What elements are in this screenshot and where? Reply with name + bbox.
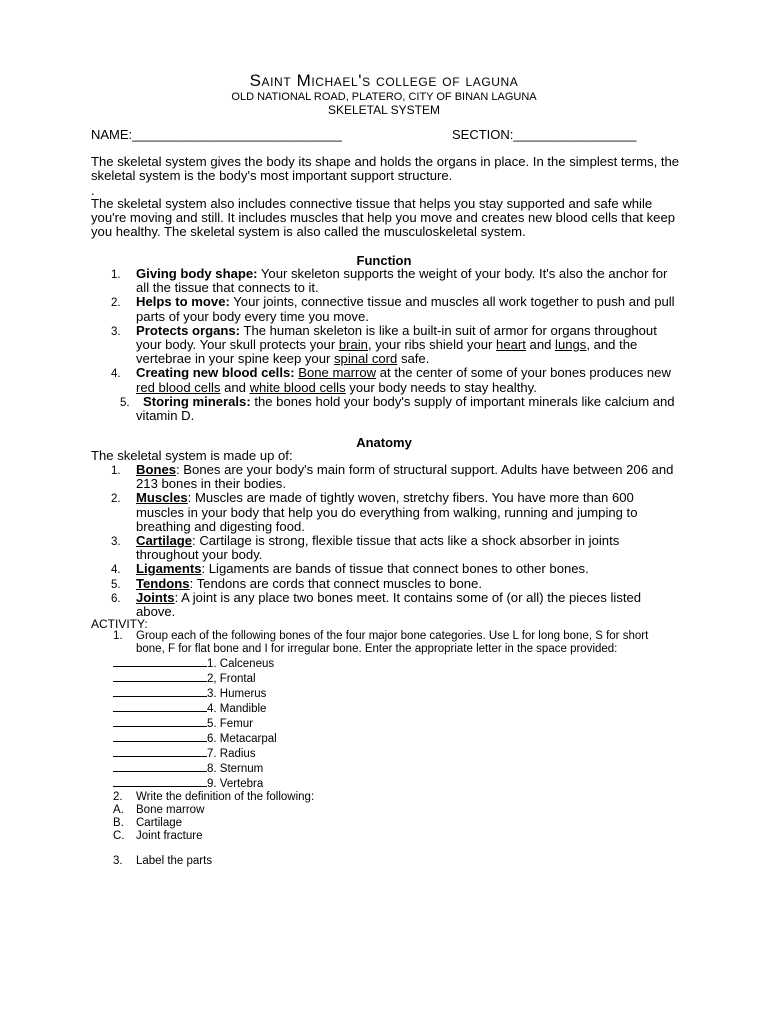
- item-number: 4.: [111, 368, 121, 381]
- answer-blank[interactable]: [113, 686, 207, 697]
- item-term: Storing minerals:: [143, 393, 251, 409]
- item-number: 1.: [111, 269, 121, 281]
- bone-answer-row: [0, 686, 768, 701]
- activity-question-3: [0, 855, 656, 868]
- school-address: OLD NATIONAL ROAD, PLATERO, CITY OF BINAN LAGUNA: [231, 91, 537, 103]
- bone-marrow-link[interactable]: Bone marrow: [298, 365, 377, 381]
- item-number: 1.: [111, 465, 121, 477]
- intro-dot: .: [91, 183, 95, 198]
- bone-answer-row: [0, 761, 768, 776]
- question-number: 2.: [113, 791, 123, 803]
- activity-question-1: [0, 630, 656, 656]
- item-term: Joints: [136, 589, 175, 605]
- bone-answer-row: [0, 776, 768, 791]
- item-number: 3.: [111, 536, 121, 549]
- definition-term: Joint fracture: [136, 830, 203, 842]
- intro-paragraph-1: The skeletal system gives the body its shape and holds the organs in place. In the simplest terms, the skeletal system is the body's most important support structure.: [91, 154, 680, 184]
- definition-item: [0, 830, 656, 843]
- bone-name: 2, Frontal: [207, 673, 256, 685]
- item-term: Giving body shape:: [136, 266, 258, 281]
- answer-blank[interactable]: [113, 716, 207, 727]
- item-number: 2.: [111, 297, 121, 310]
- item-text: : Tendons are cords that connect muscles to bone.: [189, 575, 482, 591]
- item-text: : A joint is any place two bones meet. It contains some of (or all) the pieces listed above.: [136, 589, 642, 620]
- function-item: [0, 366, 676, 394]
- spinal-cord-link[interactable]: spinal cord: [333, 351, 398, 367]
- item-term: Bones: [136, 462, 177, 477]
- activity-section: [0, 630, 768, 868]
- item-text: at the center of some of your bones produces new: [376, 365, 671, 381]
- anatomy-item: [0, 562, 676, 576]
- definition-term: Bone marrow: [136, 804, 205, 816]
- heart-link[interactable]: heart: [496, 337, 526, 353]
- school-name: Saint Michael's college of laguna: [249, 71, 519, 90]
- item-term: Protects organs:: [136, 322, 241, 338]
- item-term: Ligaments: [136, 561, 202, 577]
- bone-name: 3. Humerus: [207, 688, 267, 700]
- question-text: Write the definition of the following:: [136, 791, 315, 803]
- answer-blank[interactable]: [113, 746, 207, 757]
- item-term: Tendons: [136, 575, 190, 591]
- anatomy-item: [0, 577, 676, 591]
- item-number: 4.: [111, 564, 121, 577]
- item-number: 2.: [111, 493, 121, 506]
- item-text: : Bones are your body's main form of structural support. Adults have between 206 and 213 bones in their bodies.: [136, 462, 674, 492]
- anatomy-item: [0, 534, 676, 562]
- item-text: , and the vertebrae in your spine keep your: [136, 337, 638, 367]
- item-number: 5.: [120, 396, 130, 409]
- bone-answer-row: [0, 716, 768, 731]
- function-item: [0, 324, 676, 367]
- bone-answer-row: [0, 701, 768, 716]
- intro-paragraph-2: The skeletal system also includes connective tissue that helps you stay supported and safe while you're moving and still. It includes muscles that help you move and creates new blood cells that keep you healthy. The skeletal system is also called the musculoskeletal system.: [91, 196, 676, 240]
- definition-term: Cartilage: [136, 817, 183, 829]
- item-text: the bones hold your body's supply of important minerals like calcium and vitamin D.: [136, 393, 675, 424]
- definition-letter: C.: [113, 830, 125, 842]
- white-blood-cells-link[interactable]: white blood cells: [249, 379, 346, 395]
- function-list: [0, 267, 768, 423]
- item-number: 5.: [111, 578, 121, 591]
- bone-answer-row: [0, 731, 768, 746]
- bone-name: 5. Femur: [207, 718, 254, 730]
- name-field[interactable]: NAME:_____________________________: [91, 127, 342, 142]
- bone-name: 4. Mandible: [207, 703, 267, 715]
- definition-item: [0, 817, 656, 830]
- item-text: and: [525, 337, 556, 353]
- answer-blank[interactable]: [113, 656, 207, 667]
- answer-blank[interactable]: [113, 761, 207, 772]
- subject-title: SKELETAL SYSTEM: [327, 103, 441, 117]
- function-heading: Function: [356, 253, 412, 268]
- bone-answer-row: [0, 656, 768, 671]
- anatomy-intro: The skeletal system is made up of:: [91, 448, 293, 463]
- item-text: : Muscles are made of tightly woven, stretchy fibers. You have more than 600 muscles in your body that help you do everything from walking, running and jumping to breathing and digesting food.: [136, 490, 638, 534]
- anatomy-heading: Anatomy: [356, 435, 412, 450]
- function-item: [0, 295, 676, 323]
- item-text: The human skeleton is like a built-in suit of armor for organs throughout your body. Your skull protects your: [136, 322, 657, 353]
- function-item: [0, 267, 676, 295]
- brain-link[interactable]: brain: [338, 337, 368, 353]
- item-text: and: [220, 379, 250, 395]
- item-term: Creating new blood cells:: [136, 365, 295, 381]
- red-blood-cells-link[interactable]: red blood cells: [136, 379, 221, 395]
- question-text: Group each of the following bones of the four major bone categories. Use L for long bone, S for short bone, F for flat bone and I for irregular bone. Enter the appropriate letter in the space provided:: [136, 630, 649, 655]
- section-field[interactable]: SECTION:_________________: [452, 127, 637, 142]
- item-term: Muscles: [136, 490, 188, 506]
- bone-name: 9. Vertebra: [207, 778, 264, 790]
- activity-label: ACTIVITY:: [91, 617, 148, 631]
- item-text: safe.: [397, 351, 430, 367]
- question-number: 3.: [113, 855, 123, 867]
- answer-blank[interactable]: [113, 671, 207, 682]
- bone-name: 7. Radius: [207, 748, 256, 760]
- item-text: , your ribs shield your: [367, 337, 497, 353]
- bone-answer-row: [0, 746, 768, 761]
- anatomy-item: [0, 591, 676, 619]
- item-term: Helps to move:: [136, 294, 230, 310]
- anatomy-item: [0, 463, 676, 491]
- question-number: 1.: [113, 630, 123, 642]
- item-text: : Ligaments are bands of tissue that connect bones to other bones.: [201, 561, 589, 577]
- definition-item: [0, 804, 656, 817]
- anatomy-list: [0, 463, 768, 619]
- item-text: : Cartilage is strong, flexible tissue that acts like a shock absorber in joints throughout your body.: [136, 533, 620, 563]
- item-term: Cartilage: [136, 533, 193, 549]
- activity-question-2: [0, 791, 656, 804]
- anatomy-item: [0, 491, 676, 534]
- bone-name: 8. Sternum: [207, 763, 264, 775]
- answer-blank[interactable]: [113, 701, 207, 712]
- bone-answer-row: [0, 671, 768, 686]
- bone-name: 6. Metacarpal: [207, 733, 277, 745]
- lungs-link[interactable]: lungs: [555, 337, 587, 353]
- item-number: 6.: [111, 592, 121, 605]
- question-text: Label the parts: [136, 855, 213, 867]
- item-number: 3.: [111, 325, 121, 338]
- definition-letter: A.: [113, 804, 124, 816]
- bone-name: 1. Calceneus: [207, 658, 275, 670]
- definition-letter: B.: [113, 817, 124, 829]
- item-text: your body needs to stay healthy.: [345, 379, 537, 395]
- answer-blank[interactable]: [113, 776, 207, 787]
- item-text: Your skeleton supports the weight of your body. It's also the anchor for all the tissue that connects to it.: [136, 266, 668, 296]
- item-text: Your joints, connective tissue and muscles all work together to push and pull parts of your body every time you move.: [136, 294, 675, 324]
- answer-blank[interactable]: [113, 731, 207, 742]
- function-item: [0, 395, 676, 423]
